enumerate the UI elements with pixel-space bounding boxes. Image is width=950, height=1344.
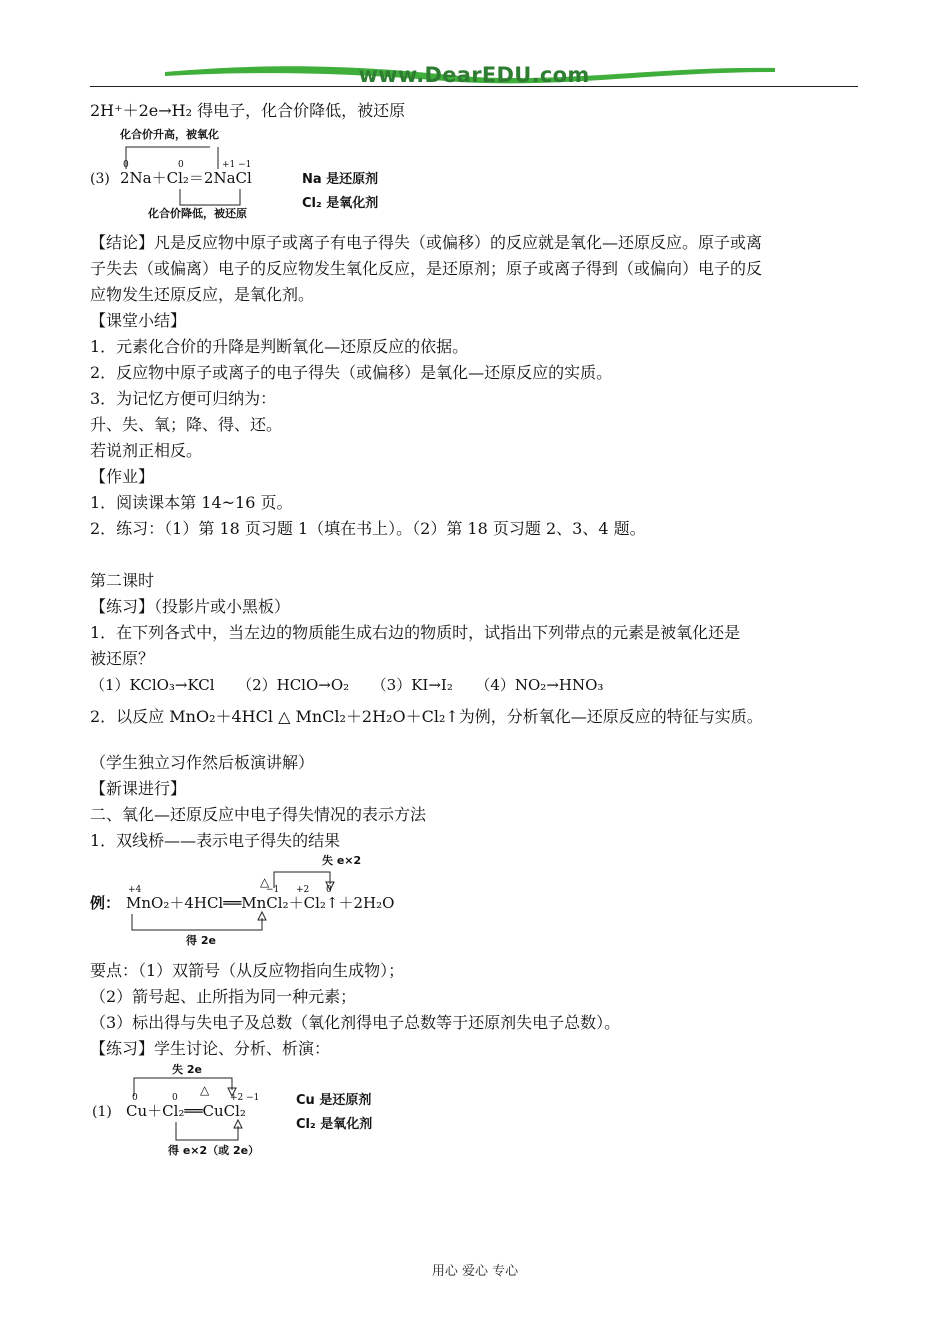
section-heading: 【练习】（投影片或小黑板） — [90, 597, 291, 616]
text-line: 二、氧化—还原反应中电子得失情况的表示方法 — [90, 805, 427, 824]
equation-number: (3) — [90, 171, 110, 187]
section-heading: 【课堂小结】 — [90, 311, 187, 330]
text-line: 若说剂正相反。 — [90, 441, 203, 460]
header-logo: www.DearEDU.com — [358, 63, 590, 87]
ox-state: −1 — [266, 885, 280, 895]
text-line: （学生独立习作然后板演讲解） — [90, 753, 315, 772]
ox-state: 0 — [326, 885, 332, 895]
text-line: （1）KClO₃→KCl （2）HClO→O₂ （3）KI→I₂ （4）NO₂→HNO₃ — [90, 676, 604, 694]
reducing-agent-note: Na 是还原剂 — [302, 172, 379, 187]
text-line: 应物发生还原反应，是氧化剂。 — [90, 285, 315, 304]
reduction-label: 化合价降低，被还原 — [148, 207, 247, 220]
electron-loss-label: 失 e×2 — [322, 854, 362, 867]
reducing-agent-note: Cu 是还原剂 — [296, 1093, 372, 1108]
ox-state: 0 — [123, 160, 129, 170]
text-line: （3）标出得与失电子及总数（氧化剂得电子总数等于还原剂失电子总数）。 — [90, 1013, 621, 1032]
text-line: 被还原？ — [90, 649, 155, 668]
text-line: （2）箭号起、止所指为同一种元素； — [90, 987, 357, 1006]
text-line: 2H⁺＋2e→H₂ 得电子，化合价降低，被还原 — [90, 101, 406, 120]
text-line: 【结论】凡是反应物中原子或离子有电子得失（或偏移）的反应就是氧化—还原反应。原子或离 — [90, 233, 763, 252]
text-line: 1．在下列各式中，当左边的物质能生成右边的物质时，试指出下列带点的元素是被氧化还是 — [90, 623, 741, 642]
text-line: 要点：（1）双箭号（从反应物指向生成物）； — [90, 961, 405, 980]
condition-symbol: △ — [260, 875, 270, 889]
electron-gain-label: 得 e×2（或 2e） — [168, 1144, 260, 1157]
text-line: 1．双线桥——表示电子得失的结果 — [90, 831, 341, 850]
electron-loss-label: 失 2e — [172, 1063, 202, 1076]
text-line: 2．练习：（1）第 18 页习题 1（填在书上）。（2）第 18 页习题 2、3、4 题。 — [90, 519, 646, 538]
redox-diagram-cu — [90, 1060, 410, 1160]
text-line: 2．反应物中原子或离子的电子得失（或偏移）是氧化—还原反应的实质。 — [90, 363, 613, 382]
ox-state: +2 — [296, 885, 310, 895]
text-line: 1．元素化合价的升降是判断氧化—还原反应的依据。 — [90, 337, 469, 356]
text-line: 2．以反应 MnO₂＋4HCl △ MnCl₂＋2H₂O＋Cl₂↑为例，分析氧化—还原反应的特征与实质。 — [90, 707, 763, 726]
oxidation-label: 化合价升高，被氧化 — [120, 128, 219, 141]
equation: 2Na＋Cl₂＝2NaCl — [120, 169, 252, 187]
text-line: 3．为记忆方便可归纳为： — [90, 389, 277, 408]
section-heading: 【作业】 — [90, 467, 155, 486]
equation-number: (1) — [92, 1104, 112, 1120]
equation: MnO₂＋4HCl══MnCl₂＋Cl₂↑＋2H₂O — [126, 894, 395, 912]
example-prefix: 例： — [90, 894, 121, 912]
ox-state: +4 — [128, 885, 142, 895]
ox-state: 0 — [172, 1093, 178, 1103]
equation: Cu＋Cl₂══CuCl₂ — [126, 1102, 246, 1120]
section-heading: 【新课进行】 — [90, 779, 187, 798]
page-footer: 用心 爱心 专心 — [431, 1264, 519, 1279]
ox-state: 0 — [132, 1093, 138, 1103]
text-line: 子失去（或偏离）电子的反应物发生氧化反应，是还原剂；原子或离子得到（或偏向）电子的反 — [90, 259, 763, 278]
redox-diagram-na — [90, 125, 420, 225]
oxidizing-agent-note: Cl₂ 是氧化剂 — [302, 196, 379, 211]
text-line: 1．阅读课本第 14~16 页。 — [90, 493, 293, 512]
section-heading: 第二课时 — [90, 571, 155, 590]
condition-symbol: △ — [200, 1083, 210, 1097]
redox-diagram-mn — [90, 852, 430, 948]
ox-state: +1 −1 — [222, 160, 252, 170]
ox-state: +2 −1 — [230, 1093, 260, 1103]
electron-gain-label: 得 2e — [186, 934, 216, 947]
ox-state: 0 — [178, 160, 184, 170]
header-rule — [90, 86, 858, 87]
text-line: 升、失、氧；降、得、还。 — [90, 415, 283, 434]
oxidizing-agent-note: Cl₂ 是氧化剂 — [296, 1117, 373, 1132]
section-heading: 【练习】学生讨论、分析、析演： — [90, 1039, 331, 1058]
